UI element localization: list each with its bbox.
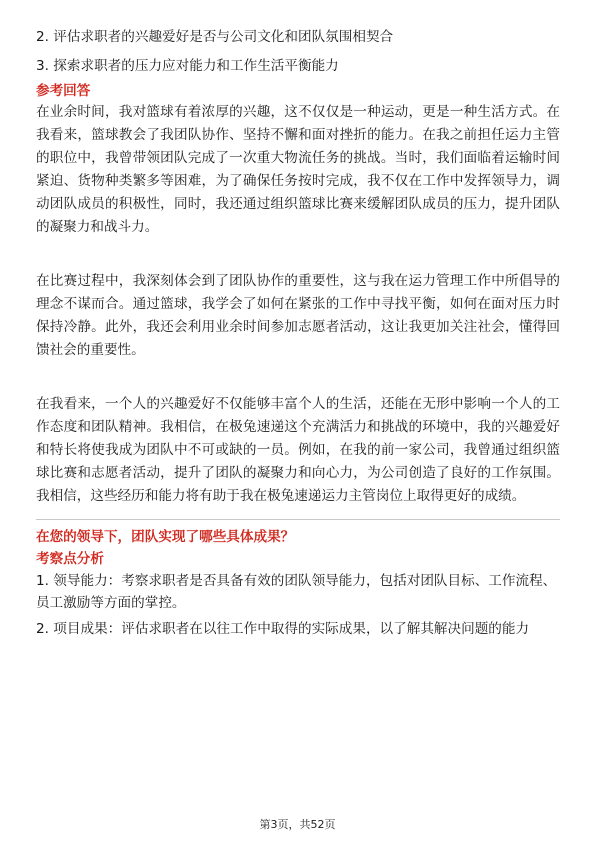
paragraph-gap: [36, 385, 560, 393]
intro-point: 2. 评估求职者的兴趣爱好是否与公司文化和团队氛围相契合: [36, 29, 394, 45]
document-page: [36, 26, 560, 640]
analysis-point: 2. 项目成果：评估求职者在以往工作中取得的实际成果，以了解其解决问题的能力: [36, 621, 530, 637]
question-title: 在您的领导下，团队实现了哪些具体成果？: [36, 529, 295, 545]
answer-heading: 参考回答: [36, 83, 91, 99]
paragraph-gap: [36, 262, 560, 270]
answer-paragraph: 在比赛过程中，我深刻体会到了团队协作的重要性，这与我在运力管理工作中所倡导的理念不谋而合。通过篮球，我学会了如何在紧张的工作中寻找平衡，如何在面对压力时保持冷静。此外，我还会利用业余时间参加志愿者活动，这让我更加关注社会，懂得回馈社会的重要性。: [36, 273, 560, 358]
paragraph-gap: [36, 362, 560, 385]
analysis-heading: 考察点分析: [36, 551, 104, 567]
analysis-point: 1. 领导能力：考察求职者是否具备有效的团队领导能力，包括对团队目标、工作流程、员工激励等方面的掌控。: [36, 573, 557, 611]
section-divider: [36, 519, 560, 520]
answer-paragraph: 在我看来，一个人的兴趣爱好不仅能够丰富个人的生活，还能在无形中影响一个人的工作态度和团队精神。我相信，在极兔速递这个充满活力和挑战的环境中，我的兴趣爱好和特长将使我成为团队中不可或缺的一员。例如，在我的前一家公司，我曾通过组织篮球比赛和志愿者活动，提升了团队的凝聚力和向心力，为公司创造了良好的工作氛围。我相信，这些经历和能力将有助于我在极兔速递运力主管岗位上取得更好的成绩。: [36, 396, 560, 504]
intro-point: 3. 探索求职者的压力应对能力和工作生活平衡能力: [36, 58, 339, 74]
answer-paragraph: 在业余时间，我对篮球有着浓厚的兴趣，这不仅仅是一种运动，更是一种生活方式。在我看来，篮球教会了我团队协作、坚持不懈和面对挫折的能力。在我之前担任运力主管的职位中，我曾带领团队完成了一次重大物流任务的挑战。当时，我们面临着运输时间紧迫、货物种类繁多等困难，为了确保任务按时完成，我不仅在工作中发挥领导力，调动团队成员的积极性，同时，我还通过组织篮球比赛来缓解团队成员的压力，提升团队的凝聚力和战斗力。: [36, 104, 560, 235]
page-footer: 第3页，共52页: [259, 818, 336, 831]
paragraph-gap: [36, 239, 560, 262]
